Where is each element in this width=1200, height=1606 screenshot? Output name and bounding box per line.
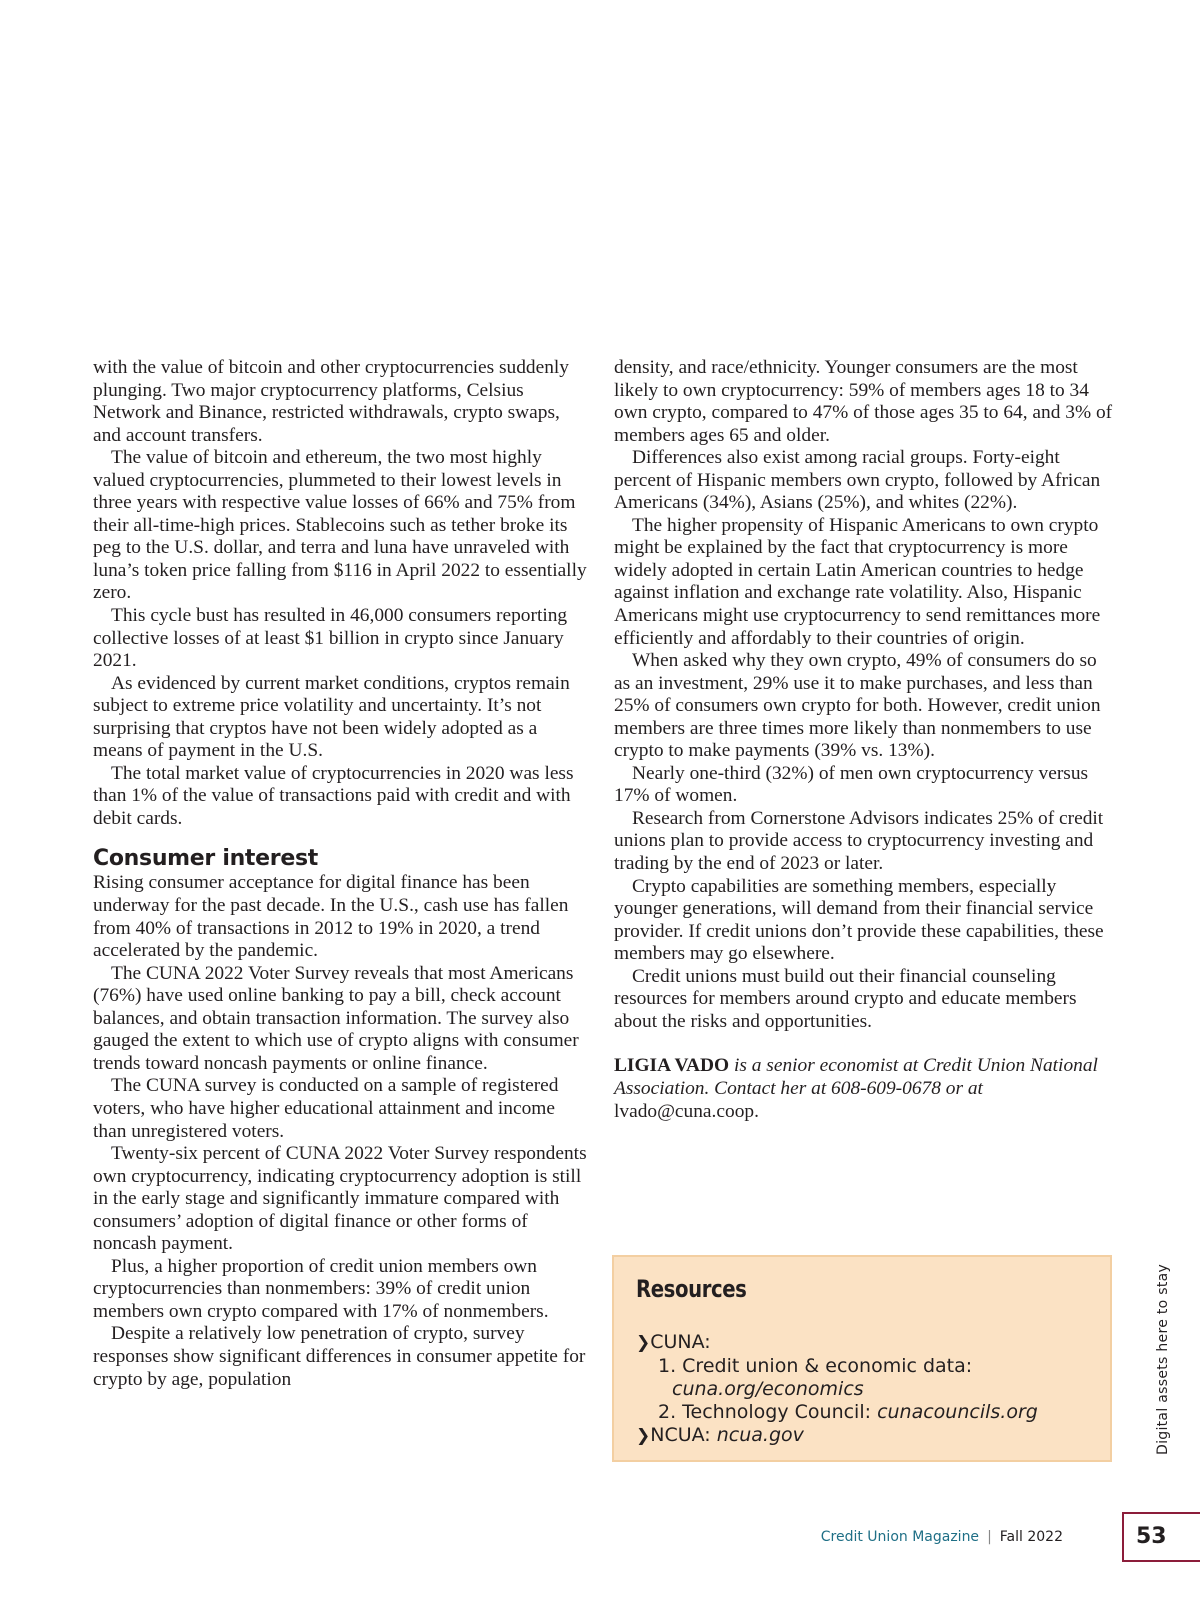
resources-list [636, 1331, 1038, 1448]
body-paragraph: Plus, a higher proportion of credit union members own cryptocurrencies than nonmembers: 39% of credit union members own crypto compared with 17% of nonmembers. [93, 1255, 549, 1322]
author-email: lvado@cuna.coop. [614, 1100, 759, 1122]
body-paragraph: Nearly one-third (32%) of men own cryptocurrency versus 17% of women. [614, 762, 1089, 807]
section-heading: Consumer interest [93, 846, 318, 872]
body-paragraph: Crypto capabilities are something members, especially younger generations, will demand from their financial service provider. If credit unions don’t provide these capabilities, these members may go elsewhere. [614, 875, 1104, 965]
resources-box [612, 1255, 1112, 1462]
author-description: is a senior economist at Credit Union National Association. Contact her at 608-609-0678 or at [614, 1055, 1098, 1099]
body-paragraph: This cycle bust has resulted in 46,000 consumers reporting collective losses of at least $1 billion in crypto since January 2021. [93, 605, 568, 672]
resource-label: NCUA: [650, 1424, 717, 1446]
page-number: 53 [1122, 1512, 1200, 1562]
resource-label: CUNA: [650, 1331, 711, 1353]
body-paragraph: density, and race/ethnicity. Younger consumers are the most likely to own cryptocurrency: 59% of members ages 18 to 34 own crypto, compared to 47% of those ages 35 to 64, and 3% of members ages 65 and older. [614, 357, 1113, 446]
resource-item-cuna [636, 1331, 1038, 1355]
resource-link[interactable]: ncua.gov [716, 1424, 804, 1446]
body-paragraph: Research from Cornerstone Advisors indicates 25% of credit unions plan to provide access to cryptocurrency investing and trading by the end of 2023 or later. [614, 807, 1104, 875]
chevron-right-icon: ❯ [636, 1333, 651, 1353]
body-paragraph: Twenty-six percent of CUNA 2022 Voter Survey respondents own cryptocurrency, indicating cryptocurrency adoption is still in the early stage and significantly immature compared with consumers’ adoption of digital finance or other forms of noncash payment. [93, 1143, 587, 1255]
body-paragraph: The higher propensity of Hispanic Americans to own crypto might be explained by the fact that cryptocurrency is more widely adopted in certain Latin American countries to hedge against inflation and exchange rate volatility. Also, Hispanic Americans might use cryptocurrency to send remittances more efficiently and affordably to their countries of origin. [614, 514, 1101, 649]
magazine-name: Credit Union Magazine [820, 1529, 980, 1545]
section-side-label: Digital assets here to stay [1155, 1263, 1171, 1455]
body-paragraph: Despite a relatively low penetration of crypto, survey responses show significant differences in consumer appetite for crypto by age, population [93, 1323, 586, 1390]
resource-subitem: 1. Credit union & economic data: [658, 1355, 973, 1377]
body-paragraph: Rising consumer acceptance for digital finance has been underway for the past decade. In the U.S., cash use has fallen from 40% of transactions in 2012 to 19% in 2020, a trend accelerated by the pandemic. [93, 872, 569, 962]
body-paragraph: The CUNA 2022 Voter Survey reveals that most Americans (76%) have used online banking to pay a bill, check account balances, and obtain transaction information. The survey also gauged the extent to which use of crypto aligns with consumer trends toward noncash payments or online finance. [93, 962, 579, 1074]
resource-subitem [636, 1401, 1038, 1424]
footer-separator: | [987, 1529, 992, 1545]
body-paragraph: The CUNA survey is conducted on a sample of registered voters, who have higher educational attainment and income than unregistered voters. [93, 1075, 559, 1142]
resource-link[interactable]: cunacouncils.org [877, 1401, 1038, 1423]
body-paragraph: As evidenced by current market conditions, cryptos remain subject to extreme price volatility and uncertainty. It’s not surprising that cryptos have not been widely adopted as a means of payment in the U.S. [93, 672, 570, 762]
issue-label: Fall 2022 [999, 1529, 1063, 1545]
resource-item-ncua [636, 1424, 1038, 1448]
right-column [614, 357, 1114, 1123]
resources-title: Resources [636, 1275, 747, 1303]
body-paragraph: with the value of bitcoin and other cryptocurrencies suddenly plunging. Two major cryptocurrency platforms, Celsius Network and Binance, restricted withdrawals, crypto swaps, and account transfers. [93, 357, 569, 446]
body-paragraph: Differences also exist among racial groups. Forty-eight percent of Hispanic members own crypto, followed by African Americans (34%), Asians (25%), and whites (22%). [614, 447, 1101, 514]
page-footer [821, 1528, 1063, 1546]
body-paragraph: The total market value of cryptocurrencies in 2020 was less than 1% of the value of transactions paid with credit and with debit cards. [93, 762, 574, 829]
body-paragraph: When asked why they own crypto, 49% of consumers do so as an investment, 29% use it to make purchases, and less than 25% of consumers own crypto for both. However, credit union members are three times more likely than nonmembers to use crypto to make payments (39% vs. 13%). [614, 650, 1101, 762]
author-name: LIGIA VADO [614, 1055, 730, 1077]
author-bio [614, 1055, 1114, 1123]
resource-label: 2. Technology Council: [658, 1401, 878, 1423]
resource-link[interactable]: cuna.org/economics [672, 1378, 864, 1400]
body-paragraph: Credit unions must build out their financial counseling resources for members around crypto and educate members about the risks and opportunities. [614, 965, 1077, 1032]
body-paragraph: The value of bitcoin and ethereum, the two most highly valued cryptocurrencies, plummeted to their lowest levels in three years with respective value losses of 66% and 75% from their all-time-high prices. Stablecoins such as tether broke its peg to the U.S. dollar, and terra and luna have unraveled with luna’s token price falling from $116 in April 2022 to essentially zero. [93, 447, 587, 604]
left-column [93, 357, 590, 1391]
chevron-right-icon: ❯ [636, 1426, 651, 1446]
